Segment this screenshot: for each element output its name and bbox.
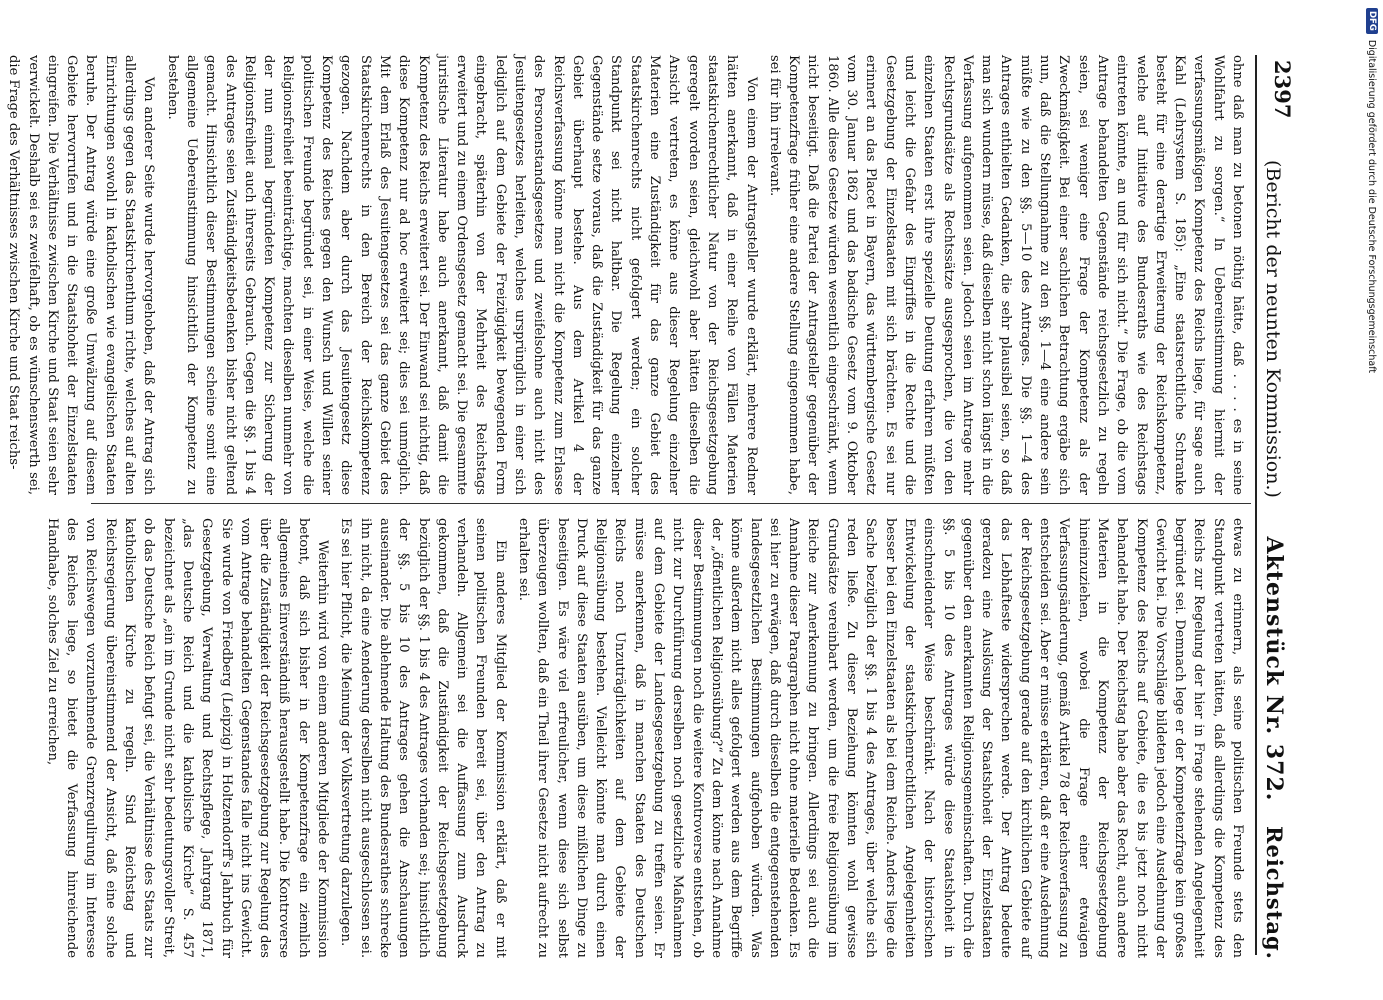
paragraph: Von anderer Seite wurde hervorgehoben, daß der Antrag sich allerdings gegen das Staatskirchenthum richte, welches auf alten Einrichtungen sowohl in katholischen wie evangelischen Staaten beruhe. Der Antrag würde eine große Umwälzung auf diesem Gebiete hervorrufen und in die Staatshoheit der Einzelstaaten eingreifen. Die Verhältnisse zwischen Kirche und Staat seien sehr verwickelt. Deshalb sei es zweifelhaft, ob es wünschenswerth sei, die Frage des Verhältnisses zwischen Kirche und Staat reichs- bbox=[6, 55, 157, 495]
header-report-title: (Bericht der neunten Kommission.) bbox=[1262, 160, 1284, 498]
paragraph: ohne daß man zu betonen nöthig hätte, daß . . . . es in seine Wohlfahrt zu sorgen.“ In Uebereinstimmung hiermit der verfassungsmäßigen Kompetenz des Reichs liege, für sage auch Kahl (Lehrsystem S. 185): „Eine staatsrechtliche Schranke besteht für eine derartige Erweiterung der Reichskompetenz, welche auf Initiative des Bundesraths wie des Reichstags eintreten könnte, an und für sich nicht.“ Die Frage, ob die vom Antrage behandelten Gegenstände reichsgesetzlich zu regeln seien, sei weniger eine Frage der Kompetenz als der Zweckmäßigkeit. Bei einer sachlichen Betrachtung ergäbe sich nun, daß die Stellungnahme zu den §§. 1—4 eine andere sein müßte wie zu den §§. 5—10 des Antrages. Die §§. 1—4 des Antrages enthielten Gedanken, die sehr plausibel seien, so daß man sich wundern müsse, daß dieselben nicht schon längst in die Verfassung aufgenommen seien. Jedoch seien im Antrage mehr Rechtsgrundsätze als Rechtssätze ausgesprochen, die von den einzelnen Staaten erst ihre spezielle Deutung erfahren müßten und leicht die Gefahr des Eingriffes in die Rechte und die Gesetzgebung der Einzelstaaten mit sich brächten. Es sei nur erinnert an das Placet in Bayern, das württembergische Gesetz vom 30. Januar 1862 und das badische Gesetz vom 9. Oktober 1860. Alle diese Gesetze würden wesentlich eingeschränkt, wenn nicht beseitigt. Daß die Partei der Antragsteller gegenüber der Kompetenzfrage früher eine andere Stellung eingenommen habe, sei für ihn irrelevant. bbox=[766, 55, 1245, 495]
paragraph: etwas zu erinnern, als seine politischen Freunde stets den Standpunkt vertreten hätten, daß allerdings die Kompetenz des Reichs zur Regelung der hier in Frage stehenden Angelegenheit begründet sei. Demnach lege er der Kompetenzfrage kein großes Gewicht bei. Die Vorschläge bildeten jedoch eine Ausdehnung der Kompetenz des Reichs auf Gebiete, die es bis jetzt noch nicht behandelt habe. Der Reichstag habe aber das Recht, auch andere Materien in die Kompetenz der Reichsgesetzgebung hineinzuziehen, wobei die Frage einer etwaigen Verfassungsänderung, gemäß Artikel 78 der Reichsverfassung zu entscheiden sei. Aber er müsse erklären, daß er eine Ausdehnung der Reichsgesetzgebung gerade auf den kirchlichen Gebiete auf das Lebhafteste widersprechen werde. Der Antrag bedeute geradezu eine Auslösung der Staatshoheit der Einzelstaaten gegenüber den anerkannten Religionsgemeinschaften. Durch die §§. 5 bis 10 des Antrages würde diese Staatshoheit in einschneidender Weise beschränkt. Nach der historischen Entwickelung der staatskirchenrechtlichen Angelegenheiten besser bei den Einzelstaaten als bei dem Reiche. Anders liege die Sache bezüglich der §§. 1 bis 4 des Antrages, über welche sich reden ließe. Zu dieser Beziehung könnten wohl gewisse Grundsätze vereinbart werden, um die freie Religionsübung im Reiche zur Anerkennung zu bringen. Allerdings sei auch die Annahme dieser Paragraphen nicht ohne materielle Bedenken. Es sei hier zu erwägen, daß durch dieselben die entgegenstehenden landesgesetzlichen Bestimmungen aufgehoben würden. Was könne außerdem nicht alles gefolgert werden aus dem Begriffe der „öffentlichen Religionsübung?“ Zu dem könne nach Annahme dieser Bestimmungen noch die weitere Kontroverse entstehen, ob nicht zur Durchführung derselben noch gesetzliche Maßnahmen auf dem Gebiete der Landesgesetzgebung zu treffen seien. Er müsse anerkennen, daß in manchen Staaten des Deutschen Reichs noch Unzuträglichkeiten auf dem Gebiete der Religionsübung bestehen. Vielleicht könnte man durch einen Druck auf diese Staaten ausüben, um diese mißlichen Dinge zu beseitigen. Es wäre viel erfreulicher, wenn diese sich selbst überzeugen wollten, daß ein Theil ihrer Gesetze nicht aufrecht zu erhalten sei. bbox=[516, 518, 1245, 958]
paragraph: Weiterhin wird von einem anderen Mitgliede der Kommission betont, daß sich bisher in der Kompetenzfrage ein ziemlich allgemeines Einverständniß herausgestellt habe. Die Kontroverse über die Zuständigkeit der Reichsgesetzgebung zur Regelung des vom Antrage behandelten Gegenstandes falle nicht ins Gewicht. Sie wurde von Friedberg (Leipzig) in Holtzendorff's Jahrbuch für Gesetzgebung, Verwaltung und Rechtspflege, Jahrgang 1871, „das Deutsche Reich und die katholische Kirche“ S. 457 bezeichnet als „ein im Grunde nicht sehr bedeutungsvoller Streit, ob das Deutsche Reich befugt sei, die Verhältnisse des Staats zur katholischen Kirche zu regeln. Sind Reichstag und Reichsregierung übereinstimmend der Ansicht, daß eine solche von Reichswegen vorzunehmende Grenzregulirung im Interesse des Reiches liege, so bietet die Verfassung hinreichende Handhabe, solches Ziel zu erreichen, bbox=[44, 518, 331, 958]
dfg-logo-icon: DFG bbox=[1366, 8, 1378, 34]
paragraph: Ein anderes Mitglied der Kommission erklärt, daß er mit seinen politischen Freunden bereit sei, über den Antrag zu verhandeln. Allgemein sei die Auffassung zum Ausdruck gekommen, daß die Zuständigkeit der Reichsgesetzgebung bezüglich der §§. 1 bis 4 des Antrages vorhanden sei; hinsichtlich der §§. 5 bis 10 des Antrages gehen die Anschauungen auseinander. Die ablehnende Haltung des Bundesrathes schrecke ihn nicht, da eine Aenderung derselben nicht ausgeschlossen sei. Es sei hier Pflicht, die Meinung der Volksvertretung darzulegen. bbox=[338, 518, 508, 958]
digitization-credit bbox=[1364, 8, 1380, 708]
header-rule bbox=[1255, 55, 1257, 955]
column-divider bbox=[91, 503, 1251, 504]
paragraph: Von einem der Antragsteller wurde erklärt, mehrere Redner hätten anerkannt, daß in einer Reihe von Fällen Materien staatskirchenrechtlicher Natur von der Reichsgesetzgebung geregelt worden seien, gleichwohl aber hätten dieselben die Ansicht vertreten, es könne aus dieser Regelung einzelner Materien eine Zuständigkeit für das ganze Gebiet des Staatskirchenrechts nicht gefolgert werden; ein solcher Standpunkt sei nicht haltbar. Die Regelung einzelner Gegenstände setze voraus, daß die Zuständigkeit für das ganze Gebiet überhaupt bestehe. Aus dem Artikel 4 der Reichsverfassung könne man nicht die Kompetenz zum Erlasse des Personenstandsgesetzes und zweifelsohne auch nicht des Jesuitengesetzes herleiten, welches ursprünglich in einer sich lediglich auf dem Gebiete der Freizügigkeit bewegenden Form eingebracht, späterhin von der Mehrheit des Reichstags erweitert und zu einem Ordensgesetz gemacht sei. Die gesammte juristische Literatur habe auch anerkannt, daß damit die Kompetenz des Reichs erweitert sei. Der Einwand sei nichtig, daß diese Kompetenz nur ad hoc erweitert sei; dies sei unmöglich. Mit dem Erlaß des Jesuitengesetzes sei das ganze Gebiet des Staatskirchenrechts in den Bereich der Reichskompetenz gezogen. Nachdem aber durch das Jesuitengesetz diese Kompetenz des Reiches gegen den Wunsch und Willen seiner politischen Freunde begründet sei, in einer Weise, welche die Religionsfreiheit beeinträchtige, machten dieselben nunmehr von der nun einmal begründeten Kompetenz zur Sicherung der Religionsfreiheit auch ihrerseits Gebrauch. Gegen die §§. 1 bis 4 des Antrages seien Zuständigkeitsbedenken bisher nicht geltend gemacht. Hinsichtlich dieser Bestimmungen scheine somit eine allgemeine Uebereinstimmung hinsichtlich der Kompetenz zu bestehen. bbox=[164, 55, 759, 495]
text-column-right-page bbox=[6, 55, 1247, 495]
text-column-left-page bbox=[44, 518, 1247, 958]
header-institution: Reichstag. bbox=[1262, 826, 1287, 960]
credit-text: Digitalisierung gefördert durch die Deutsche Forschungsgemeinschaft bbox=[1366, 39, 1378, 374]
header-document-number: Aktenstück Nr. 372. bbox=[1261, 536, 1287, 802]
running-header bbox=[1261, 160, 1287, 960]
page-number: 2397 bbox=[1270, 60, 1295, 119]
